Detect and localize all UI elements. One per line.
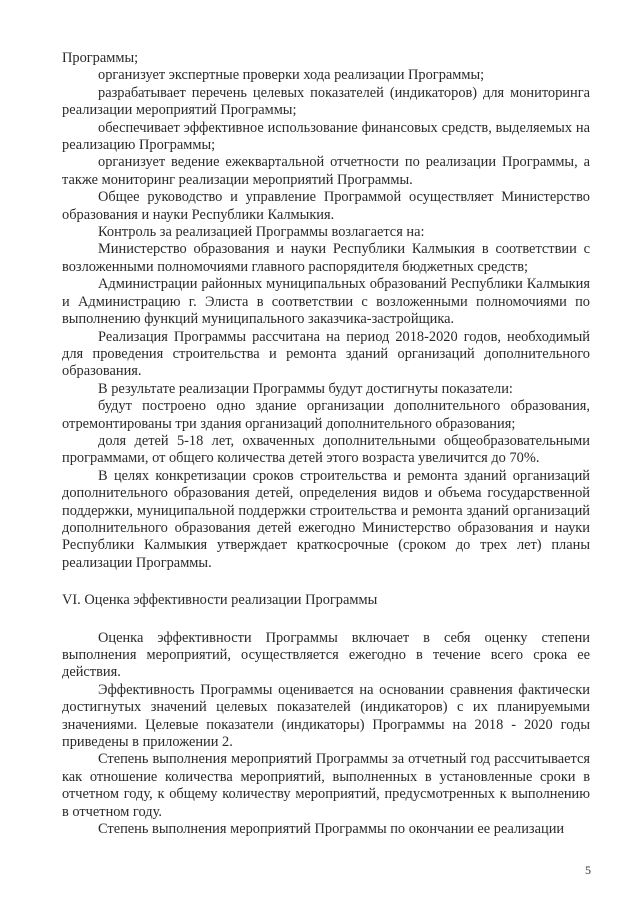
paragraph: Степень выполнения мероприятий Программы по окончании ее реализации xyxy=(98,821,565,838)
paragraph: Программы; xyxy=(62,50,139,66)
paragraph: Министерство образования и науки Республики Калмыкия в соответствии с возложенными полномочиями главного распорядителя бюджетных средств; xyxy=(62,241,590,275)
paragraph: доля детей 5-18 лет, охваченных дополнительными общеобразовательными программами, от общего количества детей этого возраста увеличится до 70%. xyxy=(62,432,590,467)
paragraph: будут построено одно здание организации дополнительного образования, отремонтированы три здания организаций дополнительного образования; xyxy=(62,398,590,432)
paragraph: Оценка эффективности Программы включает в себя оценку степени выполнения мероприятий, осуществляется ежегодно в течение всего срока ее действия. xyxy=(62,629,590,681)
paragraph: организует экспертные проверки хода реализации Программы; xyxy=(98,67,485,84)
paragraph: обеспечивает эффективное использование финансовых средств, выделяемых на реализацию Программы; xyxy=(62,119,590,154)
paragraph-block-b xyxy=(62,630,590,839)
paragraph: Эффективность Программы оценивается на основании сравнения фактически достигнутых значений целевых показателей (индикаторов) с их планируемыми значениями. Целевые показатели (индикаторы) Программы на 2018 - 2020 годы приведены в приложении 2. xyxy=(62,681,590,751)
paragraph: В целях конкретизации сроков строительства и ремонта зданий организаций дополнительного образования детей, определения видов и объема государственной поддержки, муниципальной поддержки строительства и ремонта зданий организаций дополнительного образования детей ежегодно Министерство образования и науки Республики Калмыкия утверждает краткосрочные (сроком до трех лет) планы реализации Программы. xyxy=(62,467,590,571)
paragraph: Реализация Программы рассчитана на период 2018-2020 годов, необходимый для проведения строительства и ремонта зданий организаций дополнительного образования. xyxy=(62,328,590,380)
page-number: 5 xyxy=(585,863,591,877)
paragraph-block-a xyxy=(62,50,590,572)
document-body xyxy=(62,50,590,838)
paragraph: Контроль за реализацией Программы возлагается на: xyxy=(98,224,425,241)
paragraph: Администрации районных муниципальных образований Республики Калмыкия и Администрацию г. Элиста в соответствии с возложенными полномочиями по выполнению функций муниципального заказчика-застройщика. xyxy=(62,276,590,328)
section-heading: VI. Оценка эффективности реализации Программы xyxy=(62,592,378,609)
paragraph: Степень выполнения мероприятий Программы за отчетный год рассчитывается как отношение количества мероприятий, выполненных в установленные сроки в отчетном году, к общему количеству мероприятий, предусмотренных к выполнению в отчетном году. xyxy=(62,751,590,820)
paragraph: организует ведение ежеквартальной отчетности по реализации Программы, а также мониторинг реализации мероприятий Программы. xyxy=(62,154,590,188)
paragraph: разрабатывает перечень целевых показателей (индикаторов) для мониторинга реализации мероприятий Программы; xyxy=(62,84,590,119)
paragraph: Общее руководство и управление Программой осуществляет Министерство образования и науки Республики Калмыкия. xyxy=(62,189,590,223)
paragraph: В результате реализации Программы будут достигнуты показатели: xyxy=(98,380,513,397)
